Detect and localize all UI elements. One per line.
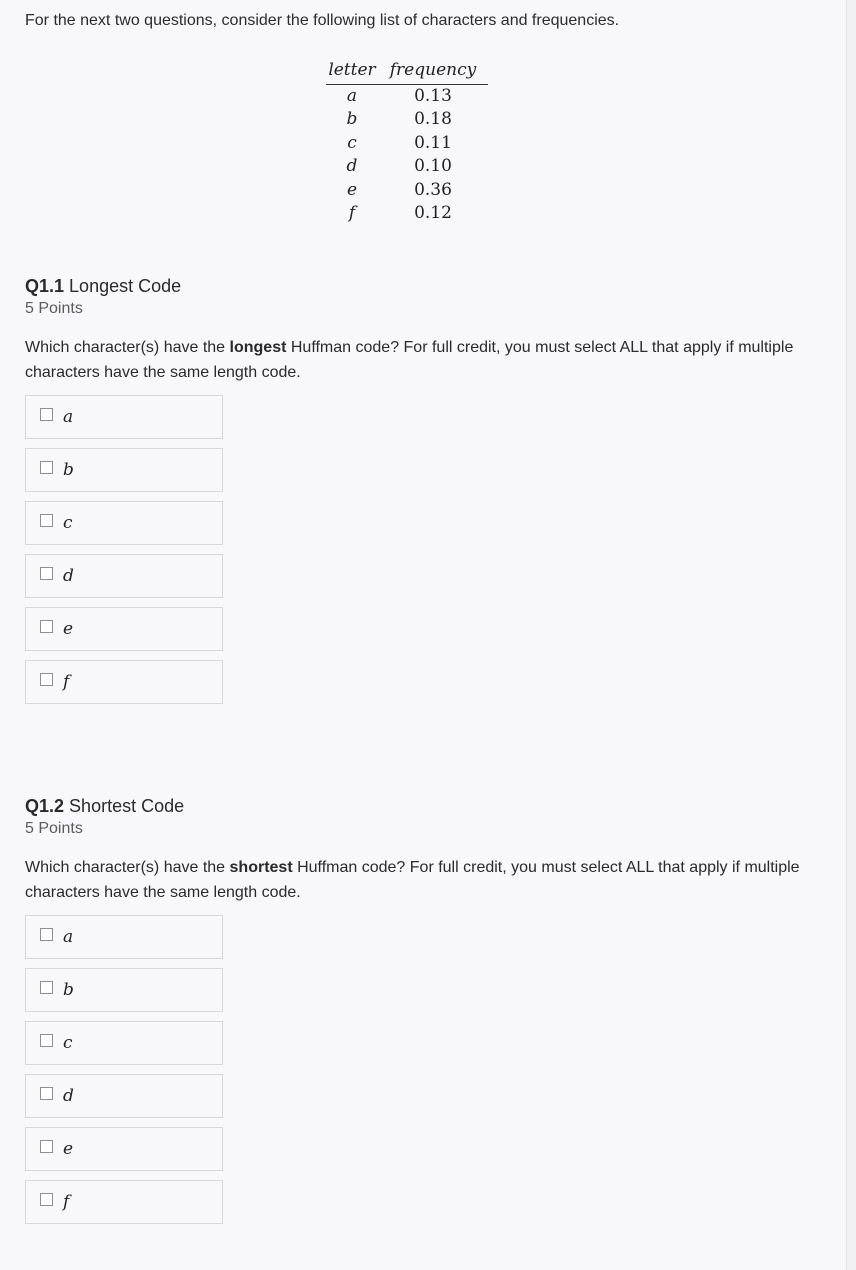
question-2-title [25, 796, 184, 817]
question-1-title [25, 276, 181, 297]
checkbox[interactable] [40, 567, 53, 580]
table-row [326, 202, 488, 225]
q2-option-a[interactable] [25, 915, 223, 959]
table-row [326, 155, 488, 178]
checkbox[interactable] [40, 1193, 53, 1206]
prompt-text: Huffman code? For full credit, you must select ALL that apply if multiple characters have the same length code. [25, 859, 800, 901]
option-label: d [63, 1086, 74, 1106]
option-label: f [63, 672, 70, 692]
question-1-name: Longest Code [69, 276, 182, 296]
row-frequency: 0.18 [414, 109, 452, 130]
q2-option-f[interactable] [25, 1180, 223, 1224]
question-1-number: Q1.1 [25, 276, 65, 296]
question-2-number: Q1.2 [25, 796, 65, 816]
q1-option-b[interactable] [25, 448, 223, 492]
table-row [326, 179, 488, 202]
row-letter: b [346, 109, 358, 130]
table-row [326, 132, 488, 155]
row-frequency: 0.36 [414, 179, 452, 200]
option-label: a [63, 407, 74, 427]
row-frequency: 0.10 [414, 156, 452, 177]
prompt-text: Huffman code? For full credit, you must select ALL that apply if multiple characters have the same length code. [25, 339, 794, 381]
q2-option-e[interactable] [25, 1127, 223, 1171]
checkbox[interactable] [40, 1034, 53, 1047]
checkbox[interactable] [40, 408, 53, 421]
option-label: b [63, 460, 74, 480]
checkbox[interactable] [40, 620, 53, 633]
frequency-table [326, 60, 488, 225]
table-row [326, 85, 488, 108]
q1-option-e[interactable] [25, 607, 223, 651]
option-label: a [63, 927, 74, 947]
checkbox[interactable] [40, 514, 53, 527]
q2-option-d[interactable] [25, 1074, 223, 1118]
option-label: c [63, 1033, 73, 1053]
question-1-prompt [25, 335, 815, 385]
option-label: b [63, 980, 74, 1000]
table-row [326, 108, 488, 131]
intro-text: For the next two questions, consider the following list of characters and frequencies. [25, 12, 620, 29]
q2-option-c[interactable] [25, 1021, 223, 1065]
question-2-points: 5 Points [25, 820, 83, 837]
q2-option-b[interactable] [25, 968, 223, 1012]
prompt-emphasis: longest [229, 339, 287, 356]
question-2-name: Shortest Code [69, 796, 185, 816]
q1-option-f[interactable] [25, 660, 223, 704]
row-letter: a [346, 86, 358, 106]
question-2-prompt [25, 855, 815, 905]
option-label: e [63, 1139, 74, 1159]
checkbox[interactable] [40, 461, 53, 474]
prompt-text: Which character(s) have the [25, 339, 230, 356]
checkbox[interactable] [40, 1087, 53, 1100]
q1-option-a[interactable] [25, 395, 223, 439]
row-letter: d [346, 156, 358, 177]
option-label: f [63, 1192, 70, 1212]
option-label: e [63, 619, 74, 639]
prompt-emphasis: shortest [229, 859, 293, 876]
q1-option-c[interactable] [25, 501, 223, 545]
row-frequency: 0.12 [414, 202, 452, 223]
checkbox[interactable] [40, 928, 53, 941]
checkbox[interactable] [40, 1140, 53, 1153]
row-letter: e [346, 179, 358, 200]
question-1-points: 5 Points [25, 300, 83, 317]
q1-option-d[interactable] [25, 554, 223, 598]
checkbox[interactable] [40, 981, 53, 994]
header-letter: letter [328, 60, 376, 80]
option-label: c [63, 513, 73, 533]
row-letter: c [347, 132, 357, 153]
row-frequency: 0.13 [414, 86, 452, 106]
row-letter: f [348, 202, 356, 223]
checkbox[interactable] [40, 673, 53, 686]
header-frequency: frequency [389, 60, 477, 80]
option-label: d [63, 566, 74, 586]
row-frequency: 0.11 [414, 132, 452, 153]
prompt-text: Which character(s) have the [25, 859, 230, 876]
table-header [326, 60, 488, 85]
